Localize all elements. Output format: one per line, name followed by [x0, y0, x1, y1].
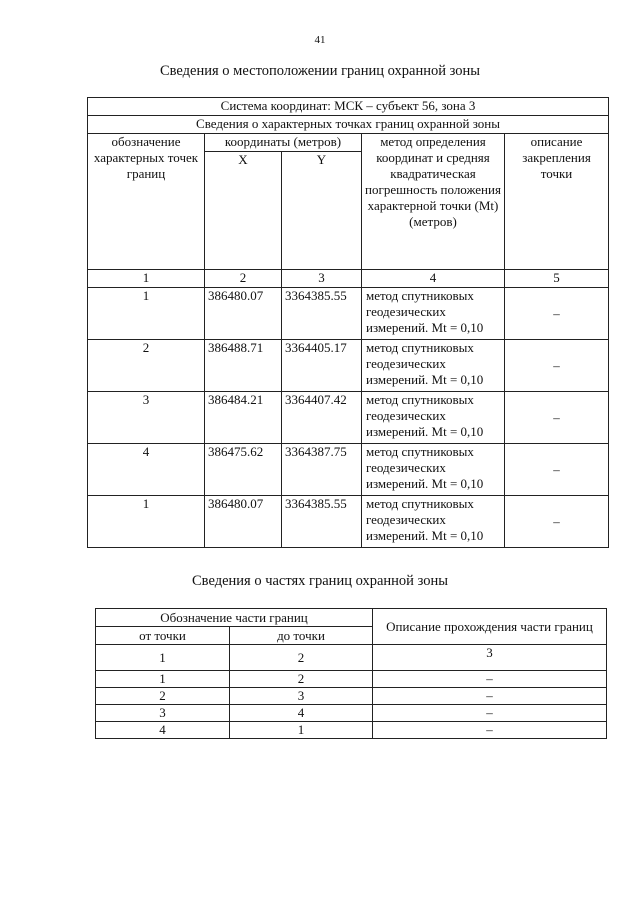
table-row: [88, 444, 609, 496]
column-number: 5: [505, 270, 609, 288]
table-row: [88, 340, 609, 392]
x-coordinate: 386480.07: [205, 288, 282, 340]
column-header-y: Y: [282, 152, 362, 270]
y-coordinate: 3364407.42: [282, 392, 362, 444]
to-point: 2: [230, 671, 373, 688]
from-point: 4: [96, 722, 230, 739]
path-description: –: [373, 671, 607, 688]
column-header-to: до точки: [230, 627, 373, 645]
point-description: –: [505, 392, 609, 444]
point-id: 1: [88, 496, 205, 548]
page-number: 41: [314, 34, 326, 46]
y-coordinate: 3364405.17: [282, 340, 362, 392]
table-row: [96, 688, 607, 705]
table-row: [96, 671, 607, 688]
column-number: 2: [205, 270, 282, 288]
method: метод спутниковых геодезических измерений. Mt = 0,10: [362, 496, 505, 548]
table-row: [96, 705, 607, 722]
to-point: 4: [230, 705, 373, 722]
column-number: 4: [362, 270, 505, 288]
from-point: 3: [96, 705, 230, 722]
table-row: [96, 722, 607, 739]
method: метод спутниковых геодезических измерений. Mt = 0,10: [362, 340, 505, 392]
column-number: 3: [282, 270, 362, 288]
column-header-description: описание закрепления точки: [505, 134, 609, 270]
column-number: 3: [373, 645, 607, 671]
path-description: –: [373, 722, 607, 739]
x-coordinate: 386484.21: [205, 392, 282, 444]
column-header-from: от точки: [96, 627, 230, 645]
path-description: –: [373, 688, 607, 705]
y-coordinate: 3364385.55: [282, 288, 362, 340]
to-point: 3: [230, 688, 373, 705]
from-point: 2: [96, 688, 230, 705]
coordinate-system-header: Система координат: МСК – субъект 56, зона 3: [88, 98, 609, 116]
method: метод спутниковых геодезических измерений. Mt = 0,10: [362, 288, 505, 340]
column-header-method: метод определения координат и средняя квадратическая погрешность положения характерной точки (Mt) (метров): [362, 134, 505, 270]
from-point: 1: [96, 671, 230, 688]
column-number: 1: [88, 270, 205, 288]
point-id: 3: [88, 392, 205, 444]
table-row: [88, 392, 609, 444]
section-title-location: Сведения о местоположении границ охранной зоны: [159, 63, 480, 79]
table-row: [88, 288, 609, 340]
y-coordinate: 3364387.75: [282, 444, 362, 496]
column-number: 1: [96, 645, 230, 671]
table-row: [88, 496, 609, 548]
column-header-point: обозначение характерных точек границ: [88, 134, 205, 270]
method: метод спутниковых геодезических измерений. Mt = 0,10: [362, 444, 505, 496]
x-coordinate: 386488.71: [205, 340, 282, 392]
y-coordinate: 3364385.55: [282, 496, 362, 548]
column-header-path-description: Описание прохождения части границ: [373, 609, 607, 645]
x-coordinate: 386480.07: [205, 496, 282, 548]
column-header-x: X: [205, 152, 282, 270]
boundary-parts-table: [95, 608, 607, 739]
point-id: 4: [88, 444, 205, 496]
column-header-coordinates: координаты (метров): [205, 134, 362, 152]
coordinates-table: [87, 97, 609, 548]
method: метод спутниковых геодезических измерений. Mt = 0,10: [362, 392, 505, 444]
column-number: 2: [230, 645, 373, 671]
point-id: 2: [88, 340, 205, 392]
path-description: –: [373, 705, 607, 722]
section-title-parts: Сведения о частях границ охранной зоны: [192, 573, 448, 589]
point-description: –: [505, 288, 609, 340]
column-header-part: Обозначение части границ: [96, 609, 373, 627]
point-description: –: [505, 340, 609, 392]
point-description: –: [505, 496, 609, 548]
point-description: –: [505, 444, 609, 496]
to-point: 1: [230, 722, 373, 739]
x-coordinate: 386475.62: [205, 444, 282, 496]
points-header: Сведения о характерных точках границ охранной зоны: [88, 116, 609, 134]
point-id: 1: [88, 288, 205, 340]
